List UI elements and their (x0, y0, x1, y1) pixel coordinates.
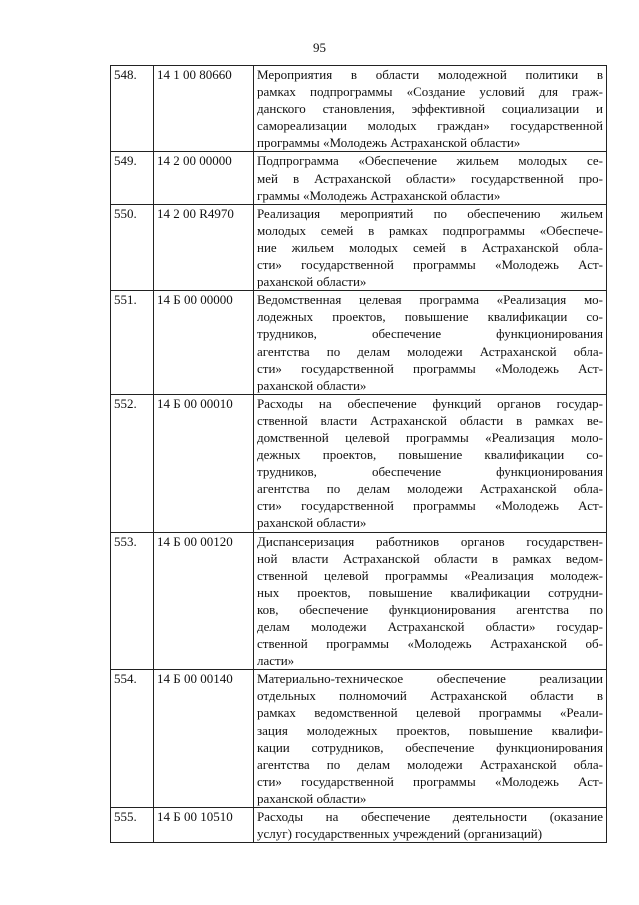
description-line: Материально-техническое обеспечение реализации (257, 671, 603, 687)
description-line: отдельных полномочий Астраханской области в (257, 688, 603, 704)
description-line: Расходы на обеспечение функций органов государ- (257, 395, 603, 411)
description-line: рамках ведомственной целевой программы «Реали- (257, 705, 603, 721)
description-line: молодых семей в рамках подпрограммы «Обеспече- (257, 222, 603, 238)
table-row (111, 670, 607, 808)
row-number: 551. (111, 291, 154, 395)
row-number: 549. (111, 152, 154, 204)
description-line: программы «Молодежь Астраханской области» (257, 135, 521, 151)
description-line: Диспансеризация работников органов государствен- (257, 533, 603, 549)
description-line: сти» государственной программы «Молодежь Аст- (257, 360, 603, 376)
description-line: раханской области» (257, 515, 367, 531)
table-row (111, 204, 607, 290)
description-line: делам молодежи Астраханской области» государ- (257, 619, 603, 634)
description-line: ных проектов, повышение квалификации сотрудни- (257, 584, 603, 600)
table-body (111, 66, 607, 843)
description-line: дежных проектов, повышение квалификации со- (257, 447, 603, 463)
description-line: трудников, обеспечение функционирования (257, 464, 603, 480)
description-cell (254, 394, 607, 532)
description-line: домственной целевой программы «Реализация моло- (257, 429, 603, 445)
description-line: агентства по делам молодежи Астраханской обла- (257, 756, 603, 772)
description-line: ков, обеспечение функционирования агентства по (257, 601, 603, 617)
table-row (111, 291, 607, 395)
description-line: данского становления, эффективной социализации и (257, 101, 603, 117)
row-number: 552. (111, 394, 154, 532)
description-cell (254, 808, 607, 843)
description-line: лодежных проектов, повышение квалификации со- (257, 309, 603, 325)
description-line: ственной программы «Молодежь Астраханской об- (257, 636, 603, 652)
classification-code: 14 2 00 00000 (154, 152, 254, 204)
row-number: 550. (111, 204, 154, 290)
description-line: агентства по делам молодежи Астраханской обла- (257, 343, 603, 359)
description-line: граммы «Молодежь Астраханской области» (257, 187, 501, 203)
description-cell (254, 670, 607, 808)
classification-code: 14 Б 00 00010 (154, 394, 254, 532)
description-line: раханской области» (257, 377, 367, 393)
description-cell (254, 204, 607, 290)
classification-code: 14 Б 00 00140 (154, 670, 254, 808)
description-line: ние жильем молодых семей в Астраханской обла- (257, 239, 603, 255)
description-line: агентства по делам молодежи Астраханской обла- (257, 481, 603, 497)
description-line: мей в Астраханской области» государственной про- (257, 170, 603, 186)
description-line: сти» государственной программы «Молодежь Аст- (257, 498, 603, 514)
description-line: Ведомственная целевая программа «Реализация мо- (257, 292, 603, 308)
description-line: ной власти Астраханской области в рамках ведом- (257, 550, 603, 566)
description-line: услуг) государственных учреждений (организаций) (257, 826, 543, 842)
description-cell (254, 532, 607, 670)
description-line: Расходы на обеспечение деятельности (оказание (257, 809, 603, 825)
description-cell (254, 152, 607, 204)
classification-code: 14 2 00 R4970 (154, 204, 254, 290)
description-line: раханской области» (257, 790, 367, 806)
classification-code: 14 1 00 80660 (154, 66, 254, 152)
description-line: Мероприятия в области молодежной политики в (257, 67, 603, 82)
description-cell (254, 291, 607, 395)
classification-code: 14 Б 00 00120 (154, 532, 254, 670)
row-number: 553. (111, 532, 154, 670)
table-row (111, 532, 607, 670)
description-cell (254, 66, 607, 152)
row-number: 554. (111, 670, 154, 808)
table-row (111, 808, 607, 843)
description-line: трудников, обеспечение функционирования (257, 326, 603, 342)
budget-classification-table (110, 65, 607, 843)
description-line: сти» государственной программы «Молодежь Аст- (257, 773, 603, 789)
description-line: зация молодежных проектов, повышение квалифи- (257, 722, 603, 738)
description-line: Подпрограмма «Обеспечение жильем молодых се- (257, 153, 603, 169)
page-number: 95 (313, 40, 326, 55)
description-line: ственной власти Астраханской области в рамках ве- (257, 412, 603, 428)
description-line: самореализации молодых граждан» государственной (257, 118, 603, 134)
table-row (111, 152, 607, 204)
description-line: сти» государственной программы «Молодежь Аст- (257, 257, 603, 273)
table-row (111, 66, 607, 152)
table-row (111, 394, 607, 532)
classification-code: 14 Б 00 00000 (154, 291, 254, 395)
description-line: Реализация мероприятий по обеспечению жильем (257, 205, 603, 221)
description-line: раханской области» (257, 274, 367, 290)
description-line: ласти» (257, 653, 295, 669)
row-number: 548. (111, 66, 154, 152)
description-line: рамках подпрограммы «Создание условий для граж- (257, 84, 603, 100)
description-line: ственной целевой программы «Реализация молодеж- (257, 567, 603, 583)
row-number: 555. (111, 808, 154, 843)
classification-code: 14 Б 00 10510 (154, 808, 254, 843)
description-line: кации сотрудников, обеспечение функционирования (257, 739, 603, 755)
